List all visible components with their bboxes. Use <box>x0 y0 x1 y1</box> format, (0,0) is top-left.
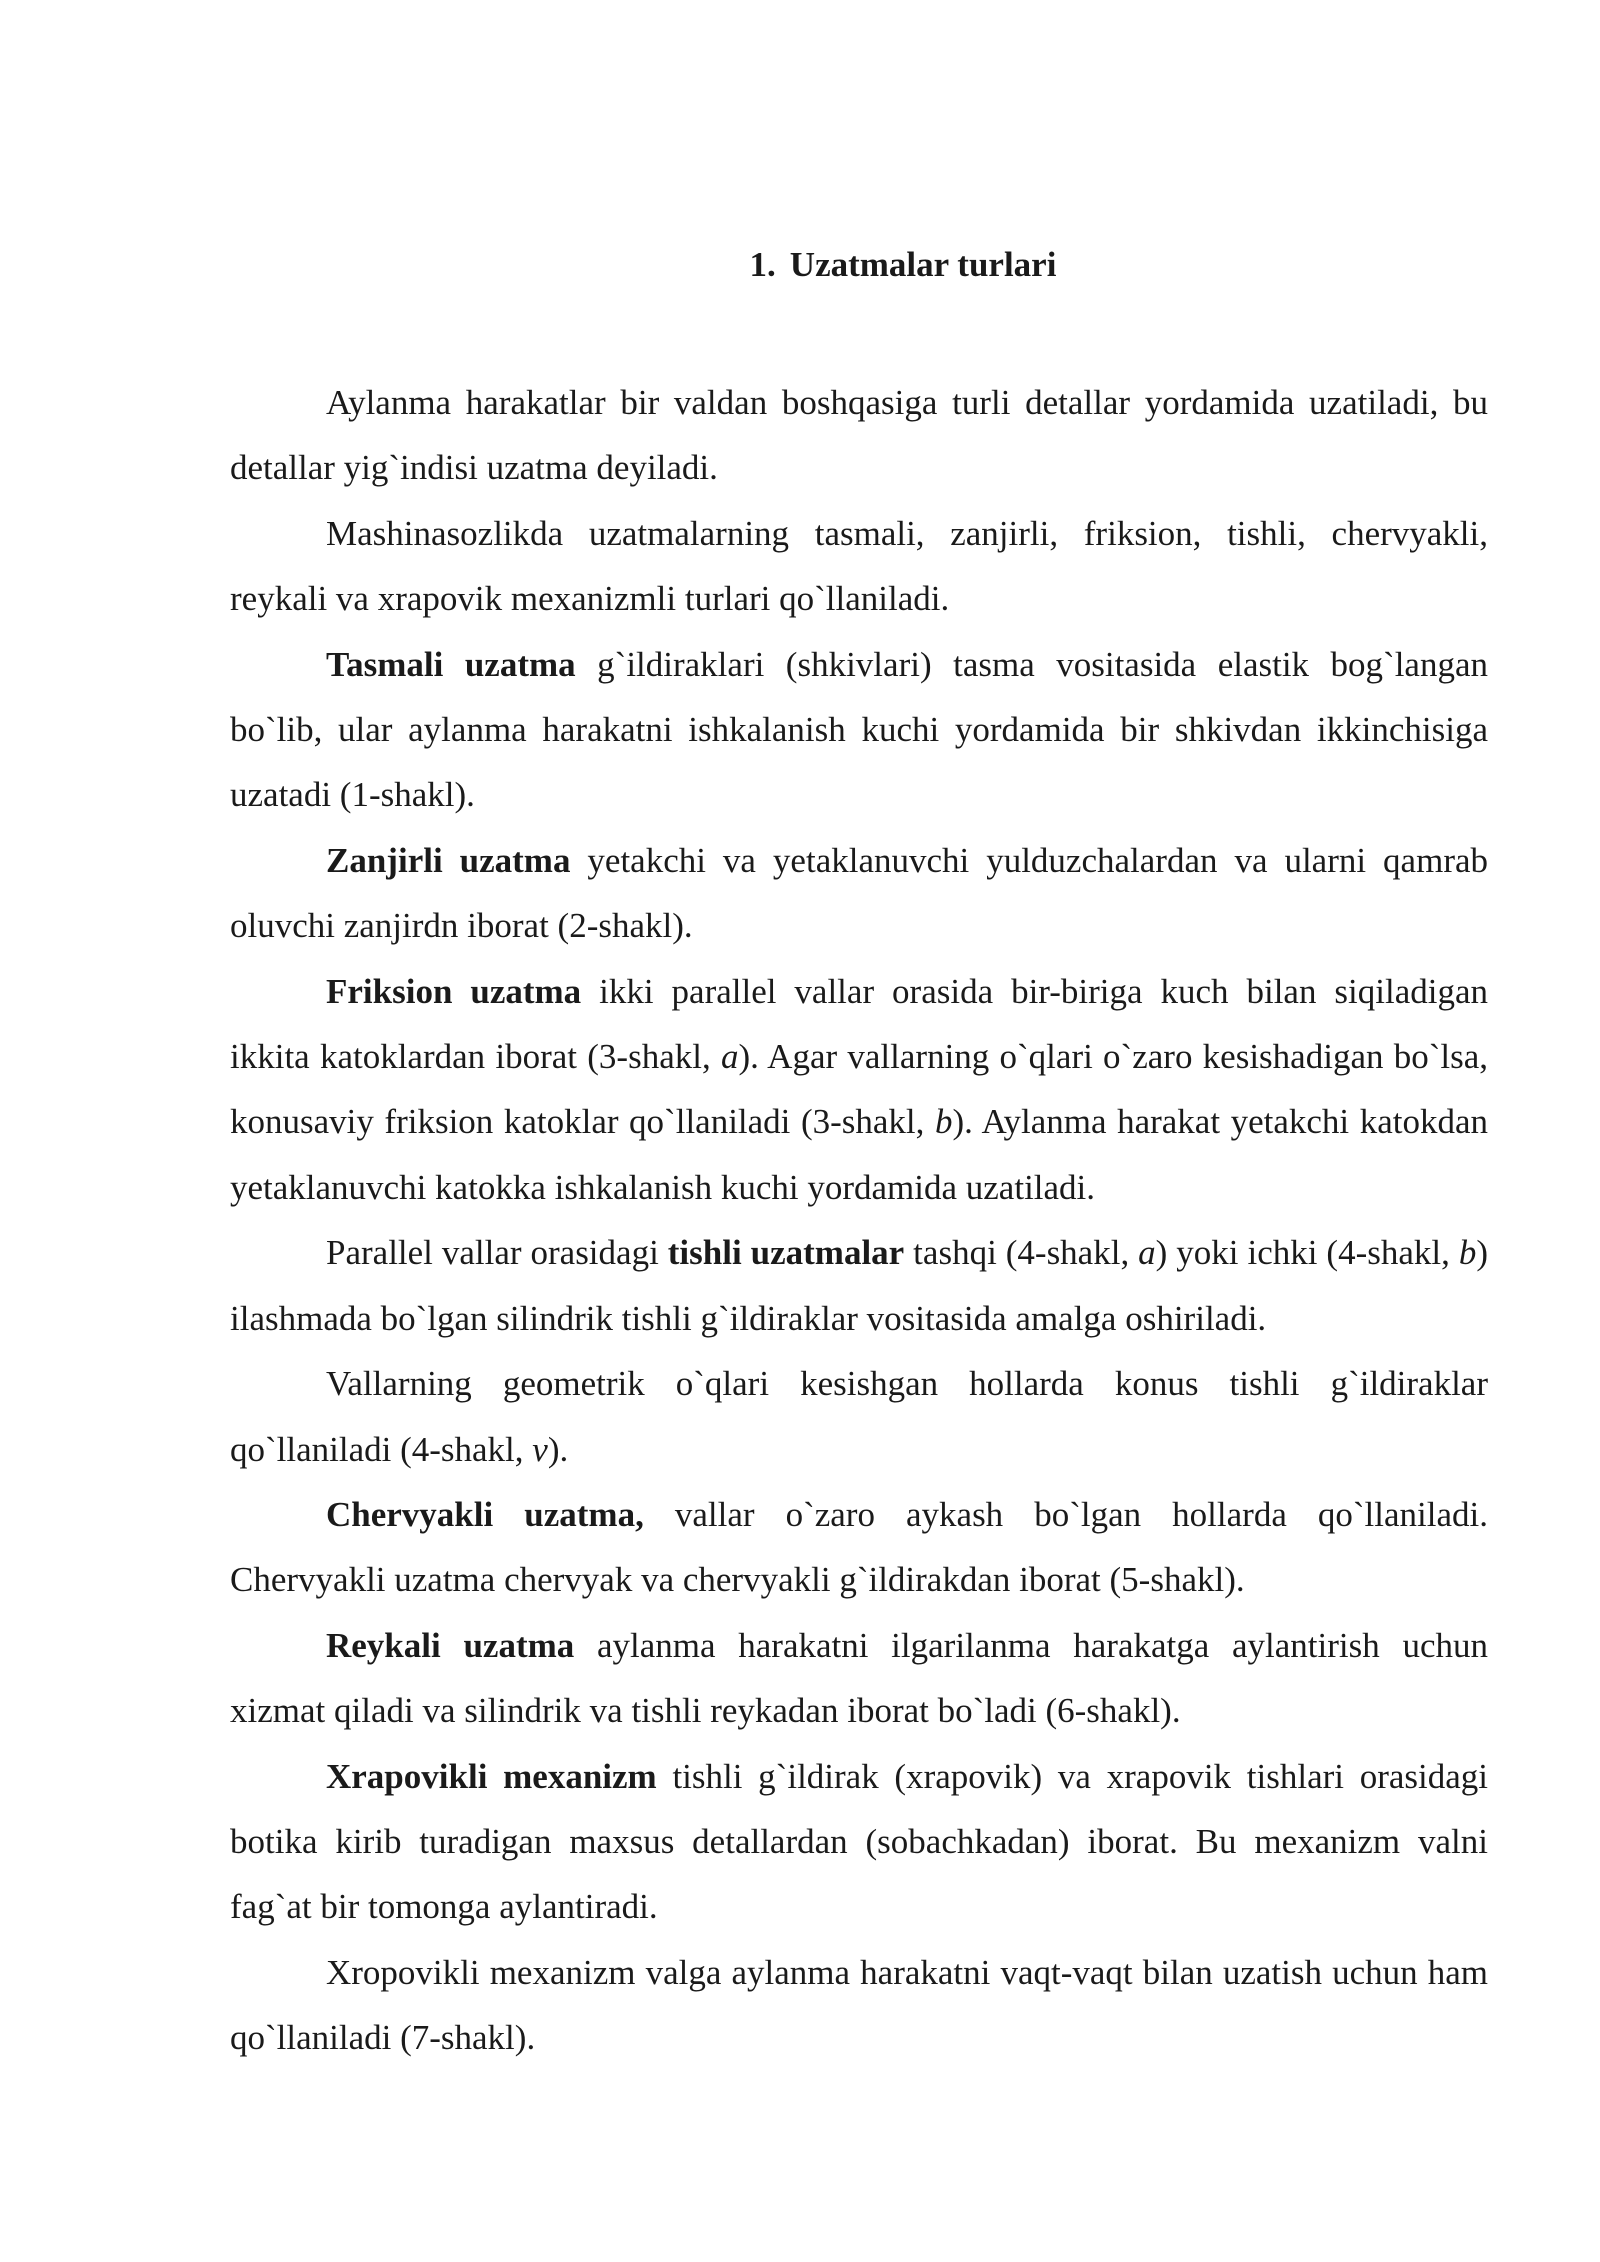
section-number: 1. <box>749 245 776 284</box>
paragraph-intro <box>230 370 1488 501</box>
term-belt-drive: Tasmali uzatma <box>326 644 576 684</box>
paragraph-ratchet-mechanism <box>230 1744 1488 1940</box>
figure-ref-letter: b <box>1458 1233 1477 1273</box>
paragraph-text: tishli g`ildirak (xrapovik) va xrapovik tishlari orasidagi botika kirib turadigan maxsus detallardan (sobachkadan) iborat. Bu mexanizm valni fag`at bir tomonga aylantiradi. <box>230 1756 1488 1927</box>
paragraph-bevel-gear <box>230 1351 1488 1482</box>
paragraph-text: ). Aylanma harakat yetakchi katokdan yetaklanuvchi katokka ishkalanish kuchi yordamida uzatiladi. <box>230 1102 1488 1207</box>
paragraph-text: ikki parallel vallar orasida bir-biriga kuch bilan siqiladigan ikkita katoklardan iborat (3-shakl, <box>230 971 1488 1077</box>
paragraph-text: ) yoki ichki (4-shakl, <box>1155 1233 1459 1273</box>
section-title: Uzatmalar turlari <box>789 245 1057 284</box>
paragraph-types <box>230 501 1488 632</box>
paragraph-worm-drive <box>230 1482 1488 1613</box>
term-rack-drive: Reykali uzatma <box>326 1625 575 1665</box>
paragraph-text: ). Agar vallarning o`qlari o`zaro kesishadigan bo`lsa, konusaviy friksion katoklar qo`llaniladi (3-shakl, <box>230 1037 1489 1142</box>
paragraph-text: ) ilashmada bo`lgan silindrik tishli g`ildiraklar vositasida amalga oshiriladi. <box>230 1233 1488 1338</box>
paragraph-text: vallar o`zaro aykash bo`lgan hollarda qo`llaniladi. Chervyakli uzatma chervyak va chervyakli g`ildirakdan iborat (5-shakl). <box>230 1494 1488 1600</box>
paragraph-rack-drive <box>230 1613 1488 1744</box>
paragraph-text: yetakchi va yetaklanuvchi yulduzchalardan va ularni qamrab oluvchi zanjirdn iborat (2-shakl). <box>230 840 1489 946</box>
section-heading <box>230 240 1488 290</box>
paragraph-chain-drive <box>230 828 1488 959</box>
paragraph-text: aylanma harakatni ilgarilanma harakatga aylantirish uchun xizmat qiladi va silindrik va tishli reykadan iborat bo`ladi (6-shakl). <box>230 1625 1488 1731</box>
term-friction-drive: Friksion uzatma <box>326 971 582 1011</box>
paragraph-text: Aylanma harakatlar bir valdan boshqasiga turli detallar yordamida uzatiladi, bu detallar yig`indisi uzatma deyiladi. <box>230 383 1488 488</box>
paragraph-ratchet-use <box>230 1940 1488 2071</box>
term-chain-drive: Zanjirli uzatma <box>326 840 571 880</box>
paragraph-text: Vallarning geometrik o`qlari kesishgan hollarda konus tishli g`ildiraklar qo`llaniladi (4-shakl, <box>230 1364 1488 1469</box>
term-gear-drive: tishli uzatmalar <box>667 1233 905 1273</box>
paragraph-text: Parallel vallar orasidagi <box>326 1233 668 1273</box>
paragraph-belt-drive <box>230 632 1488 828</box>
paragraph-text: tashqi (4-shakl, <box>904 1233 1139 1273</box>
figure-ref-letter: a <box>720 1037 739 1077</box>
paragraph-text: g`ildiraklari (shkivlari) tasma vositasida elastik bog`langan bo`lib, ular aylanma harakatni ishkalanish kuchi yordamida bir shkivdan ikkinchisiga uzatadi (1-shakl). <box>230 644 1488 815</box>
document-page <box>230 240 1488 2071</box>
paragraph-text: Xropovikli mexanizm valga aylanma harakatni vaqt-vaqt bilan uzatish uchun ham qo`llaniladi (7-shakl). <box>230 1952 1488 2058</box>
figure-ref-letter: v <box>532 1429 548 1469</box>
paragraph-gear-drive <box>230 1220 1488 1351</box>
term-worm-drive: Chervyakli uzatma, <box>326 1494 644 1534</box>
paragraph-text: Mashinasozlikda uzatmalarning tasmali, zanjirli, friksion, tishli, chervyakli, reykali va xrapovik mexanizmli turlari qo`llaniladi. <box>230 513 1488 619</box>
paragraph-text: ). <box>547 1429 569 1469</box>
paragraph-friction-drive <box>230 959 1488 1221</box>
figure-ref-letter: b <box>934 1102 953 1142</box>
term-ratchet-mechanism: Xrapovikli mexanizm <box>326 1756 657 1796</box>
figure-ref-letter: a <box>1138 1233 1156 1273</box>
